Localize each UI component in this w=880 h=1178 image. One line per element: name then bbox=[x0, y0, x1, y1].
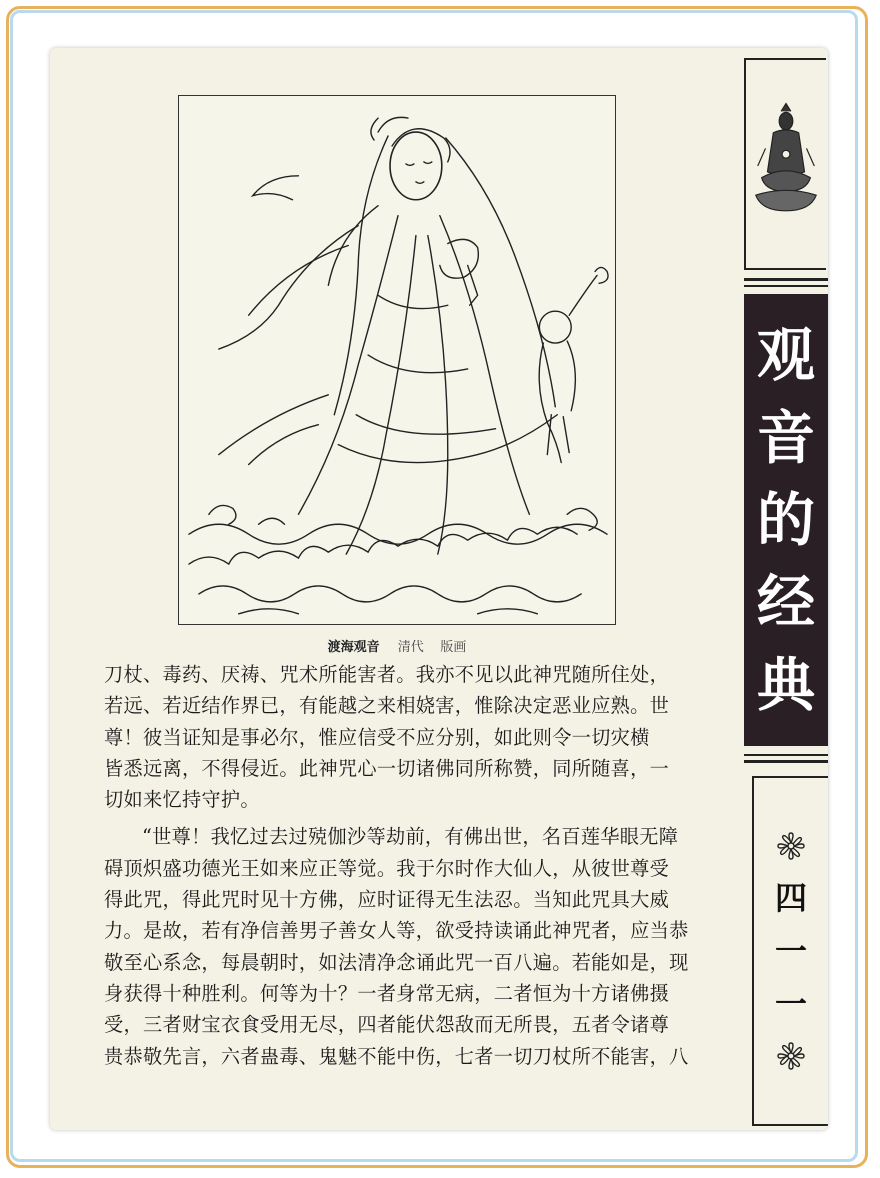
text-line: 尊！彼当证知是事必尔，惟应信受不应分别，如此则令一切灾横 bbox=[104, 725, 650, 749]
title-char: 典 bbox=[756, 650, 815, 719]
title-char: 的 bbox=[756, 485, 815, 554]
side-rule bbox=[744, 285, 828, 287]
title-char: 音 bbox=[756, 403, 815, 472]
buddha-emblem-box bbox=[744, 58, 826, 270]
text-line: “世尊！我忆过去过殑伽沙等劫前，有佛出世，名百莲华眼无障 bbox=[142, 825, 679, 849]
text-line: 皆悉远离，不得侵近。此神咒心一切诸佛同所称赞，同所随喜，一 bbox=[104, 756, 670, 780]
side-rule bbox=[744, 278, 828, 281]
side-rule bbox=[744, 760, 828, 763]
seated-buddha-icon bbox=[756, 104, 816, 211]
page-number-box bbox=[752, 776, 828, 1126]
body-text bbox=[104, 659, 726, 1072]
page-number-char: 一 bbox=[774, 985, 807, 1024]
book-title-banner bbox=[744, 294, 828, 746]
title-char: 观 bbox=[756, 321, 815, 390]
text-line: 贵恭敬先言，六者蛊毒、鬼魅不能中伤，七者一切刀杖所不能害，八 bbox=[104, 1044, 689, 1068]
page-number-char: 一 bbox=[774, 931, 807, 970]
caption-type: 版画 bbox=[440, 640, 467, 655]
text-line: 碍顶炽盛功德光王如来应正等觉。我于尔时作大仙人，从彼世尊受 bbox=[104, 856, 670, 880]
guanyin-illustration bbox=[178, 95, 616, 625]
flower-ornament-icon bbox=[776, 831, 806, 861]
text-line: 若远、若近结作界已，有能越之来相娆害，惟除决定恶业应熟。世 bbox=[104, 694, 670, 718]
flower-ornament-icon bbox=[776, 1041, 806, 1071]
text-line: 受，三者财宝衣食受用无尽，四者能伏怨敌而无所畏，五者令诸尊 bbox=[104, 1013, 670, 1037]
book-page bbox=[50, 48, 828, 1130]
text-line: 敬至心系念，每晨朝时，如法清净念诵此咒一百八遍。若能如是，现 bbox=[104, 950, 689, 974]
text-line: 刀杖、毒药、厌祷、咒术所能害者。我亦不见以此神咒随所住处， bbox=[104, 663, 670, 686]
side-rule bbox=[744, 754, 828, 756]
caption-era: 清代 bbox=[397, 640, 424, 655]
text-line: 得此咒，得此咒时见十方佛，应时证得无生法忍。当知此咒具大威 bbox=[104, 888, 670, 912]
illustration-caption bbox=[178, 636, 616, 655]
text-line: 力。是故，若有净信善男子善女人等，欲受持读诵此神咒者，应当恭 bbox=[104, 919, 689, 943]
caption-title: 渡海观音 bbox=[327, 640, 380, 655]
text-line: 身获得十种胜利。何等为十？一者身常无病，二者恒为十方诸佛摄 bbox=[104, 981, 670, 1005]
page-number-char: 四 bbox=[774, 878, 807, 917]
text-line: 切如来忆持守护。 bbox=[104, 788, 260, 812]
title-char: 经 bbox=[756, 568, 815, 637]
